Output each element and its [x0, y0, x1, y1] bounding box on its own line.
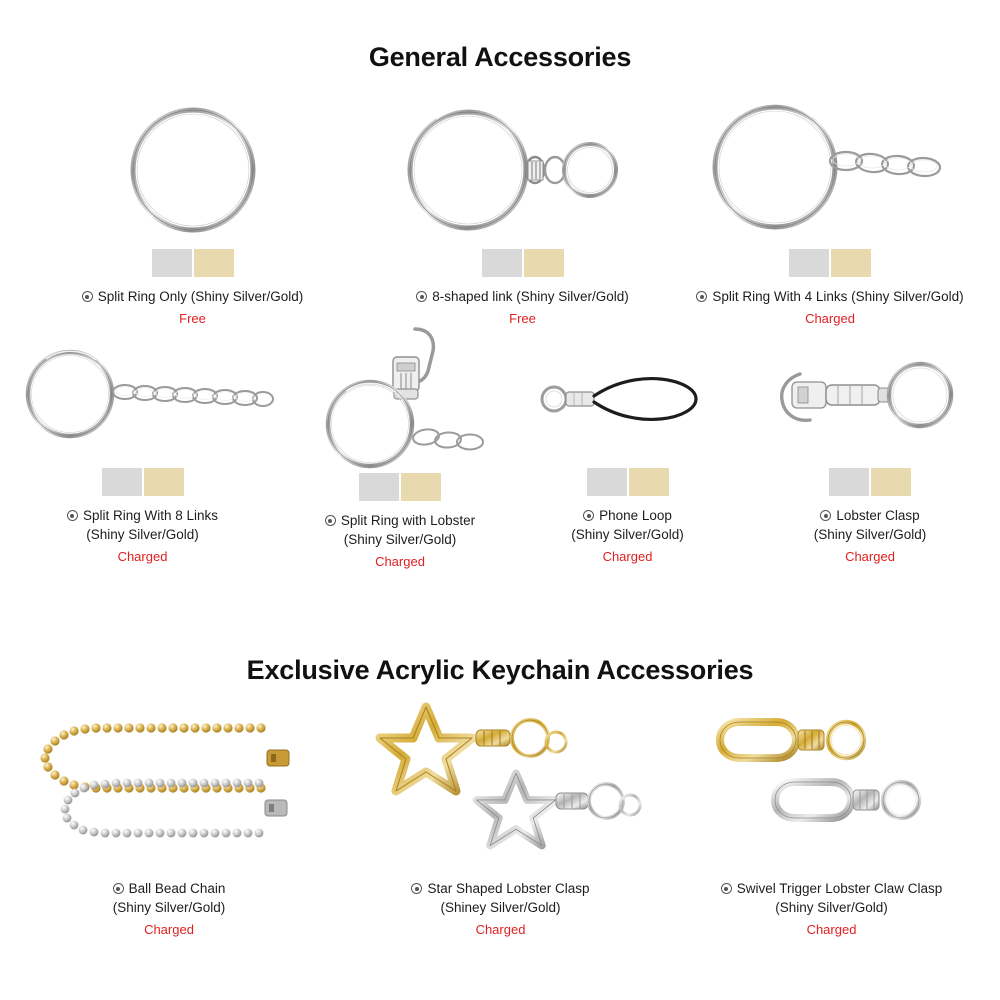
color-swatches [152, 249, 234, 277]
bullet-icon [411, 883, 422, 894]
product-caption [411, 879, 589, 917]
color-swatches [587, 468, 669, 496]
swatch-silver[interactable] [829, 468, 869, 496]
product-image-phone-loop [528, 344, 728, 464]
swatch-gold[interactable] [194, 249, 234, 277]
bullet-icon [113, 883, 124, 894]
product-image-split-ring-4-links [690, 95, 970, 245]
product-label-line2: (Shiny Silver/Gold) [343, 532, 457, 547]
bullet-icon [583, 510, 594, 521]
product-image-lobster-clasp [770, 344, 970, 464]
product-caption [814, 506, 927, 544]
product-caption [113, 879, 226, 917]
product-price: Charged [805, 311, 855, 326]
color-swatches [829, 468, 911, 496]
product-cell-star-lobster-clasp[interactable] [338, 700, 663, 937]
product-label: Ball Bead Chain [128, 881, 226, 896]
color-swatches [102, 468, 184, 496]
product-cell-swivel-trigger-claw[interactable] [663, 700, 1000, 937]
product-cell-eight-shaped-link[interactable] [385, 95, 660, 326]
product-label: Phone Loop [599, 508, 672, 523]
product-row-2 [0, 344, 1000, 569]
product-cell-split-ring-4-links[interactable] [660, 95, 1000, 326]
bullet-icon [696, 291, 707, 302]
swatch-silver[interactable] [482, 249, 522, 277]
product-price: Charged [602, 549, 653, 564]
product-price: Charged [806, 922, 857, 937]
product-label: Lobster Clasp [836, 508, 920, 523]
product-caption [571, 506, 684, 544]
product-caption [721, 879, 943, 917]
product-price: Charged [375, 554, 425, 569]
product-price: Charged [475, 922, 526, 937]
section-title-exclusive: Exclusive Acrylic Keychain Accessories [246, 655, 754, 685]
product-label: Star Shaped Lobster Clasp [427, 881, 590, 896]
product-label: 8-shaped link (Shiny Silver/Gold) [432, 289, 629, 304]
product-row-3 [0, 700, 1000, 937]
product-label: Split Ring Only (Shiny Silver/Gold) [97, 289, 304, 304]
product-image-star-lobster-clasp [356, 700, 646, 865]
color-swatches [482, 249, 564, 277]
product-caption [82, 287, 304, 306]
product-image-split-ring-8-links [8, 344, 278, 464]
product-label-line2: (Shiny Silver/Gold) [112, 900, 226, 915]
color-swatches [789, 249, 871, 277]
product-caption [325, 511, 475, 549]
product-label: Split Ring with Lobster [340, 513, 476, 528]
section-title-general: General Accessories [368, 42, 632, 72]
product-cell-phone-loop[interactable] [515, 344, 740, 569]
product-image-split-ring-lobster [300, 319, 500, 469]
product-image-split-ring [98, 95, 288, 245]
swatch-gold[interactable] [629, 468, 669, 496]
product-label-line2: (Shiney Silver/Gold) [440, 900, 561, 915]
swatch-silver[interactable] [102, 468, 142, 496]
product-price: Charged [144, 922, 194, 937]
swatch-silver[interactable] [152, 249, 192, 277]
swatch-gold[interactable] [871, 468, 911, 496]
product-price: Free [179, 311, 206, 326]
product-image-eight-shaped-link [398, 95, 648, 245]
product-price: Charged [117, 549, 168, 564]
swatch-gold[interactable] [831, 249, 871, 277]
product-label: Split Ring With 8 Links [82, 508, 219, 523]
product-label-line2: (Shiny Silver/Gold) [571, 527, 684, 542]
product-image-swivel-trigger-claw [692, 700, 972, 865]
product-row-1 [0, 95, 1000, 326]
swatch-gold[interactable] [144, 468, 184, 496]
product-label: Split Ring With 4 Links (Shiny Silver/Gold) [712, 289, 964, 304]
product-caption [67, 506, 218, 544]
bullet-icon [721, 883, 732, 894]
product-caption [416, 287, 629, 306]
product-cell-split-ring-lobster[interactable] [285, 344, 515, 569]
bullet-icon [325, 515, 336, 526]
swatch-gold[interactable] [524, 249, 564, 277]
color-swatches [359, 473, 441, 501]
product-label-line2: (Shiny Silver/Gold) [86, 527, 199, 542]
swatch-silver[interactable] [587, 468, 627, 496]
product-cell-split-ring[interactable] [0, 95, 385, 326]
product-label-line2: (Shiny Silver/Gold) [775, 900, 888, 915]
product-label-line2: (Shiny Silver/Gold) [813, 527, 927, 542]
bullet-icon [82, 291, 93, 302]
swatch-silver[interactable] [789, 249, 829, 277]
bullet-icon [820, 510, 831, 521]
product-price: Charged [845, 549, 895, 564]
bullet-icon [67, 510, 78, 521]
product-price: Free [509, 311, 536, 326]
bullet-icon [416, 291, 427, 302]
product-cell-lobster-clasp[interactable] [740, 344, 1000, 569]
product-cell-ball-bead-chain[interactable] [0, 700, 338, 937]
product-caption [696, 287, 963, 306]
product-cell-split-ring-8-links[interactable] [0, 344, 285, 569]
swatch-gold[interactable] [401, 473, 441, 501]
product-image-ball-bead-chain [19, 700, 319, 865]
product-label: Swivel Trigger Lobster Claw Clasp [736, 881, 943, 896]
swatch-silver[interactable] [359, 473, 399, 501]
